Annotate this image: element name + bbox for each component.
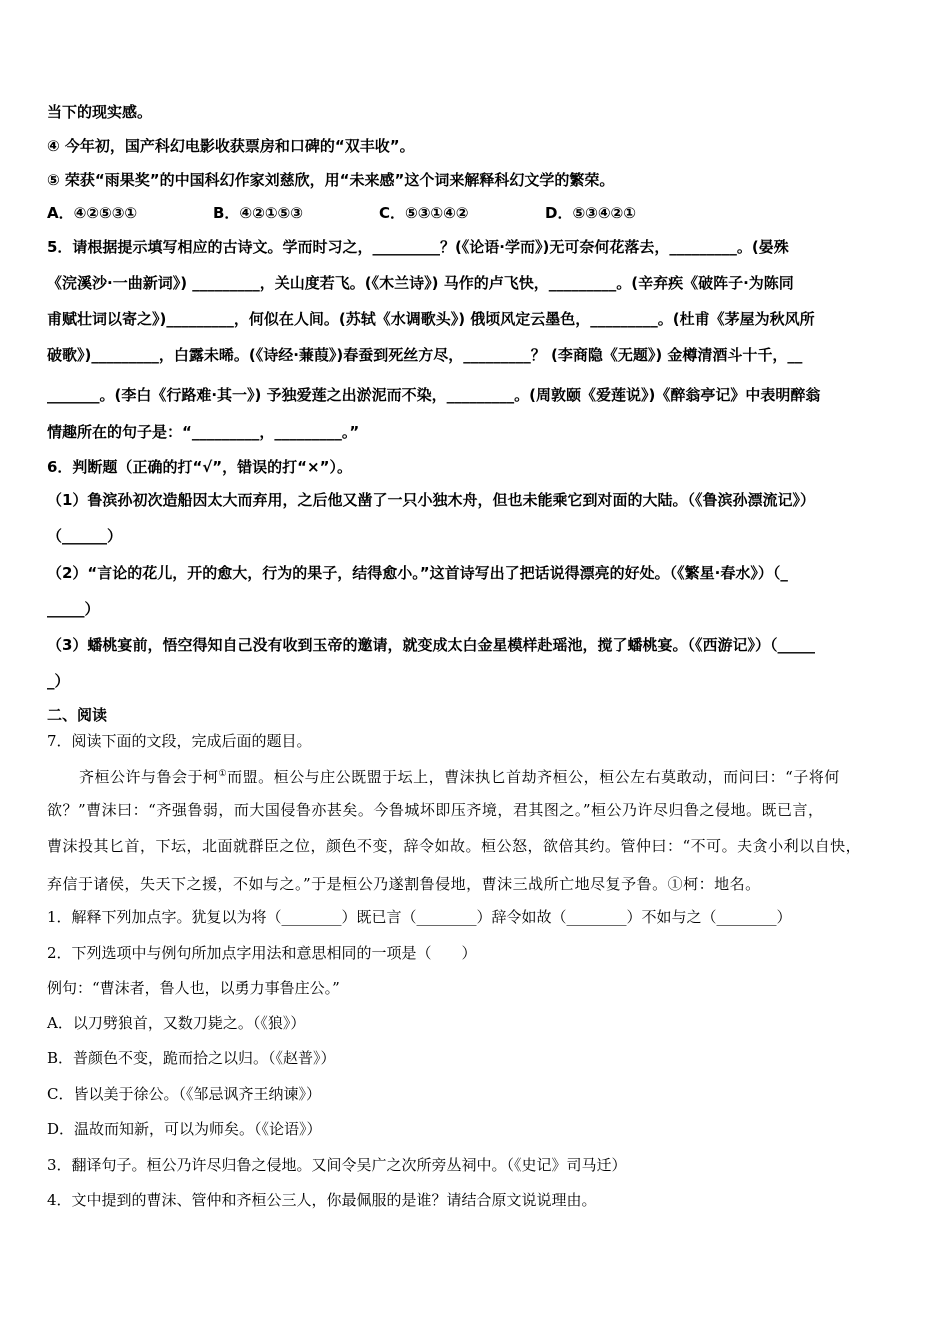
q5-line-2: 《浣溪沙·一曲新词》) _________，关山度若飞。(《木兰诗》) 马作的卢飞快，_________。(辛弃疾《破阵子·为陈同 [47,274,794,292]
q6-title: 6．判断题（正确的打“√”，错误的打“×”）。 [47,458,352,476]
q7-passage-line-2: 欲？”曹沫曰：“齐强鲁弱，而大国侵鲁亦甚矣。今鲁城坏即压齐境，君其图之。”桓公乃许尽归鲁之侵地。既已言， [47,801,824,819]
q7-sub-2: 2．下列选项中与例句所加点字用法和意思相同的一项是（ ） [47,944,477,962]
q7-passage-line-1 [79,764,909,787]
q6-line-6: _） [47,672,70,690]
q7-passage-line-4: 弃信于诸侯，失天下之援，不如与之。”于是桓公乃遂割鲁侵地，曹沫三战所亡地尽复予鲁。①柯：地名。 [47,875,761,893]
passage-text: 而盟。桓公与庄公既盟于坛上，曹沫执匕首劫齐桓公，桓公左右莫敢动，而问曰：“子将何 [227,768,840,786]
section-title-reading: 二、阅读 [47,706,108,724]
q6-line-5: （3）蟠桃宴前，悟空得知自己没有收到玉帝的邀请，就变成太白金星模样赴瑶池，搅了蟠桃宴。（《西游记》）（_____ [47,636,815,654]
q7-sub-1: 1．解释下列加点字。犹复以为将（________）既已言（________）辞令如故（________）不如与之（________） [47,908,792,926]
q4-option-c: C．⑤③①④② [379,204,469,222]
q7-example: 例句：“曹沫者，鲁人也，以勇力事鲁庄公。” [47,979,340,997]
q6-line-1: （1）鲁滨孙初次造船因太大而弃用，之后他又凿了一只小独木舟，但也未能乘它到对面的大陆。（《鲁滨孙漂流记》） [47,491,815,509]
q7-sub-4: 4．文中提到的曹沫、管仲和齐桓公三人，你最佩服的是谁？请结合原文说说理由。 [47,1191,597,1209]
q7-choice-c: C．皆以美于徐公。（《邹忌讽齐王纳谏》） [47,1085,321,1103]
q7-intro: 7．阅读下面的文段，完成后面的题目。 [47,732,312,750]
q7-choice-d: D．温故而知新，可以为师矣。（《论语》） [47,1120,322,1138]
q6-line-4: _____） [47,600,100,618]
q4-option-d: D．⑤③④②① [545,204,636,222]
q5-line-6: 情趣所在的句子是：“_________，_________。” [47,423,360,441]
passage-text: 齐桓公许与鲁会于柯 [79,768,219,786]
q7-choice-a: A．以刀劈狼首，又数刀毙之。（《狼》） [47,1014,306,1032]
q6-line-2: （______） [47,527,123,545]
footnote-marker: ① [218,769,228,779]
q4-option-a: A．④②⑤③① [47,204,138,222]
q4-options [47,203,909,223]
q4-option-b: B．④②①⑤③ [213,204,303,222]
q5-line-1: 5．请根据提示填写相应的古诗文。学而时习之，_________？(《论语·学而》)无可奈何花落去，_________。(晏殊 [47,238,789,256]
q4-line-top: 当下的现实感。 [47,103,153,121]
q4-item-4: ④ 今年初，国产科幻电影收获票房和口碑的“双丰收”。 [47,137,415,155]
q7-choice-b: B．普颜色不变，跪而拾之以归。（《赵普》） [47,1049,336,1067]
q5-line-3: 甫赋壮词以寄之》)_________，何似在人间。(苏轼《水调歌头》) 俄顷风定云墨色，_________。(杜甫《茅屋为秋风所 [47,310,815,328]
q5-line-5: _______。(李白《行路难·其一》) 予独爱莲之出淤泥而不染，_________。(周敦颐《爱莲说》)《醉翁亭记》中表明醉翁 [47,386,821,404]
q6-line-3: （2）“言论的花儿，开的愈大，行为的果子，结得愈小。”这首诗写出了把话说得漂亮的好处。（《繁星·春水》）（_ [47,564,788,582]
q5-line-4: 破歌》)_________，白露未晞。(《诗经·蒹葭》)春蚕到死丝方尽，_________？ (李商隐《无题》) 金樽清酒斗十千，__ [47,346,803,364]
q7-passage-line-3: 曹沫投其匕首，下坛，北面就群臣之位，颜色不变，辞令如故。桓公怒，欲倍其约。管仲曰：“不可。夫贪小利以自快， [47,837,862,855]
q7-sub-3: 3．翻译句子。桓公乃许尽归鲁之侵地。又间令吴广之次所旁丛祠中。（《史记》司马迁） [47,1156,627,1174]
q4-item-5: ⑤ 荣获“雨果奖”的中国科幻作家刘慈欣，用“未来感”这个词来解释科幻文学的繁荣。 [47,171,615,189]
